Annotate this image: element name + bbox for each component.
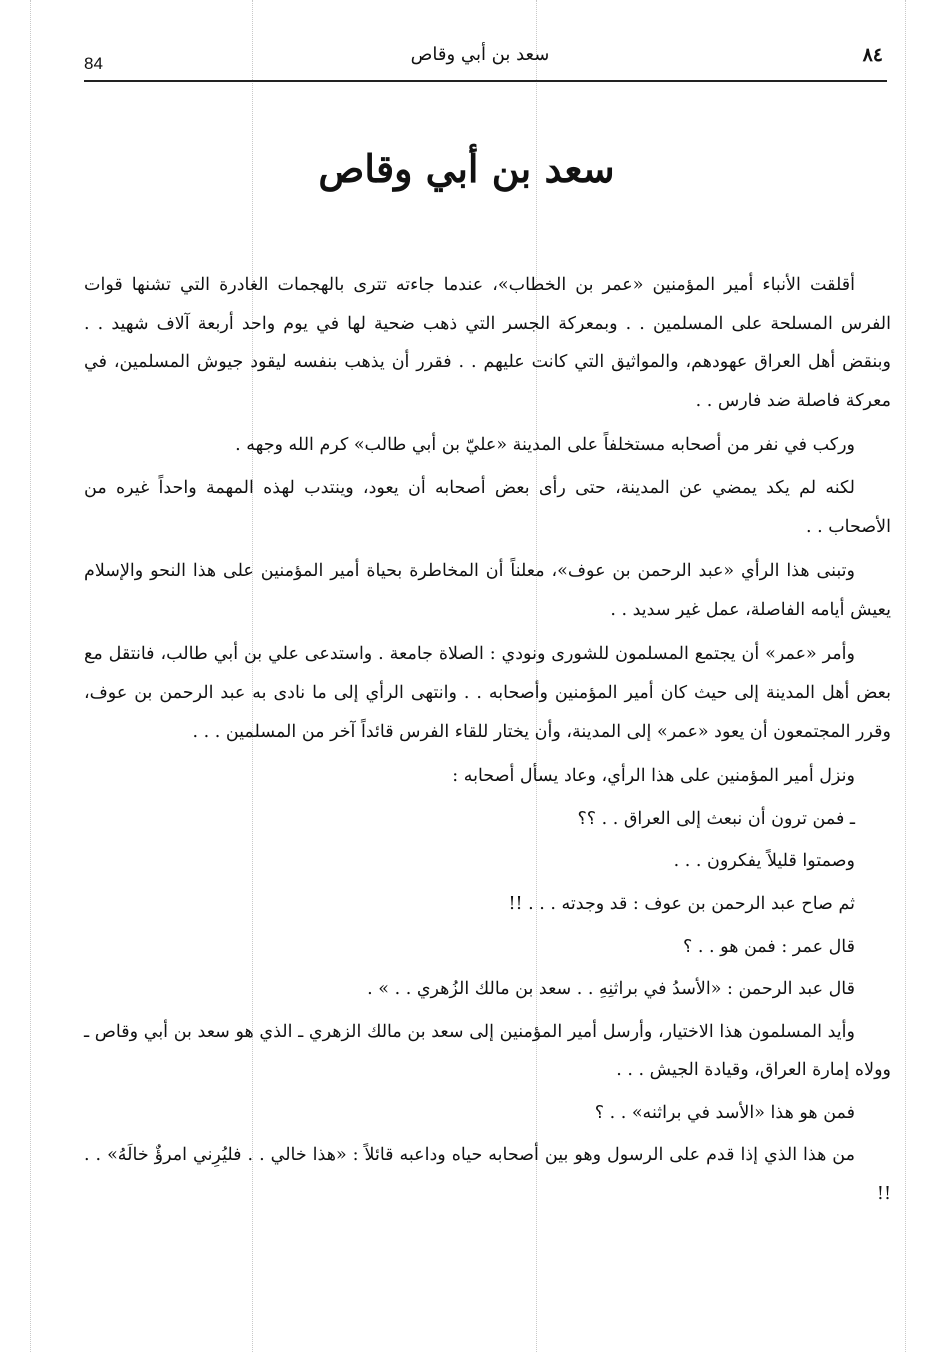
paragraph: أقلقت الأنباء أمير المؤمنين «عمر بن الخطاب»، عندما جاءته تترى بالهجمات الغادرة التي تشنها قوات الفرس المسلحة على المسلمين . . وبمعركة الجسر التي ذهب ضحية لها في يوم واحد أربعة آلاف شهيد . . وبنقض أهل العراق عهودهم، والمواثيق التي كانت عليهم . . فقرر أن يذهب بنفسه ليقود جيوش المسلمين، في معركة فاصلة ضد فارس . .: [84, 275, 891, 411]
paragraph: وأمر «عمر» أن يجتمع المسلمون للشورى ونودي : الصلاة جامعة . واستدعى علي بن أبي طالب، فانتقل مع بعض أهل المدينة إلى حيث كان أمير المؤمنين وأصحابه . . وانتهى الرأي إلى ما نادى به عبد الرحمن بن عوف، وقرر المجتمعون أن يعود «عمر» إلى المدينة، وأن يختار للقاء الفرس قائداً آخر من المسلمين . . .: [84, 644, 891, 742]
paragraph: من هذا الذي إذا قدم على الرسول وهو بين أصحابه حياه وداعبه قائلاً : «هذا خالي . . فليُرِني امرؤٌ خالَهُ» . . !!: [84, 1145, 891, 1205]
paragraph: فمن هو هذا «الأسد في براثنه» . . ؟: [594, 1102, 855, 1123]
running-title: سعد بن أبي وقاص: [410, 44, 550, 65]
body-text: [84, 266, 891, 1218]
page-number-latin: 84: [84, 54, 103, 73]
paragraph: وصمتوا قليلاً يفكرون . . .: [673, 851, 855, 872]
chapter-title: سعد بن أبي وقاص: [318, 146, 615, 191]
scan-artifact: [30, 0, 31, 1352]
paragraph: ـ فمن ترون أن نبعث إلى العراق . . ؟؟: [577, 808, 855, 829]
header-rule: [84, 80, 887, 82]
paragraph: قال عبد الرحمن : «الأسدُ في براثنِهِ . . سعد بن مالك الزُهري . . » .: [367, 979, 855, 1000]
scan-artifact: [905, 0, 906, 1352]
paragraph: قال عمر : فمن هو . . ؟: [683, 936, 855, 957]
paragraph: وركب في نفر من أصحابه مستخلفاً على المدينة «عليّ بن أبي طالب» كرم الله وجهه .: [235, 435, 855, 456]
paragraph: لكنه لم يكد يمضي عن المدينة، حتى رأى بعض أصحابه أن يعود، وينتدب لهذه المهمة واحداً غيره من الأصحاب . .: [84, 477, 891, 537]
page-header: [0, 0, 933, 90]
paragraph: ثم صاح عبد الرحمن بن عوف : قد وجدته . . . !!: [508, 893, 855, 914]
paragraph: وأيد المسلمون هذا الاختيار، وأرسل أمير المؤمنين إلى سعد بن مالك الزهري ـ الذي هو سعد بن أبي وقاص ـ وولاه إمارة العراق، وقيادة الجيش . . .: [84, 1021, 891, 1081]
page-number-arabic: ٨٤: [862, 44, 883, 66]
paragraph: ونزل أمير المؤمنين على هذا الرأي، وعاد يسأل أصحابه :: [452, 766, 855, 787]
paragraph: وتبنى هذا الرأي «عبد الرحمن بن عوف»، معلناً أن المخاطرة بحياة أمير المؤمنين على هذا النحو والإسلام يعيش أيامه الفاصلة، عمل غير سديد . .: [84, 561, 891, 620]
